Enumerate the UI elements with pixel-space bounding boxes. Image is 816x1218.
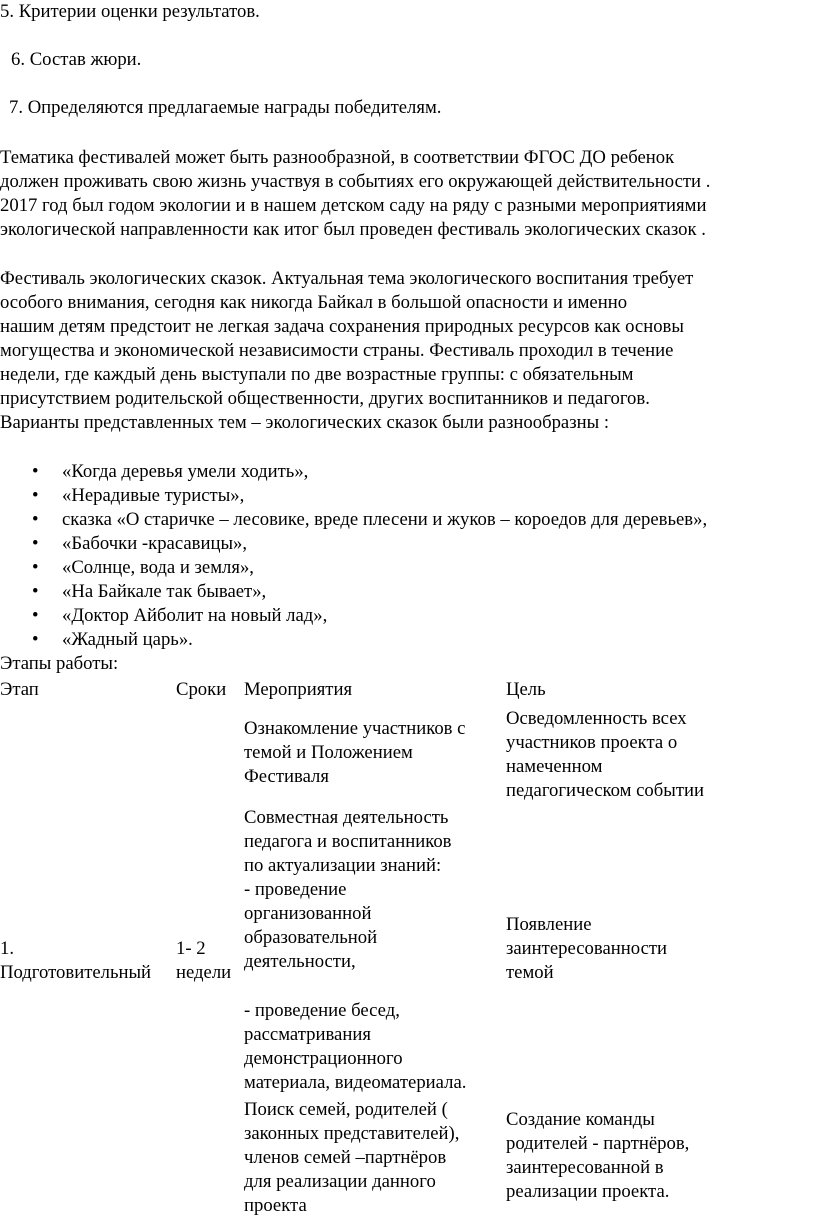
bullet-icon: • xyxy=(32,485,39,506)
goal-line: родителей - партнёров, xyxy=(506,1133,690,1154)
event-line: законных представителей), xyxy=(244,1123,460,1144)
list-item-text: «Бабочки -красавицы», xyxy=(62,533,248,554)
goal-cell xyxy=(506,1108,806,1204)
list-item xyxy=(0,484,707,508)
bullet-icon: • xyxy=(32,629,39,650)
list-item-text: сказка «О старичке – лесовике, вреде плесени и жуков – короедов для деревьев», xyxy=(62,509,708,530)
terms-line: 1- 2 xyxy=(176,938,206,959)
goal-line: Осведомленность всех xyxy=(506,708,687,729)
header-goal: Цель xyxy=(506,679,546,700)
event-line: организованной xyxy=(244,903,372,924)
stages-heading: Этапы работы: xyxy=(0,653,119,674)
list-item-text: «Доктор Айболит на новый лад», xyxy=(62,605,328,626)
paragraph-line: Тематика фестивалей может быть разнообразной, в соответствии ФГОС ДО ребенок xyxy=(0,147,675,168)
stage-number: 1. xyxy=(0,938,15,959)
paragraph-line: Фестиваль экологических сказок. Актуальная тема экологического воспитания требует xyxy=(0,268,694,289)
event-cell xyxy=(244,999,506,1095)
list-item-text: «Когда деревья умели ходить», xyxy=(62,461,309,482)
criteria-item: 5. Критерии оценки результатов. xyxy=(0,1,260,22)
list-item xyxy=(0,580,707,604)
bullet-icon: • xyxy=(32,533,39,554)
event-line: членов семей –партнёров xyxy=(244,1147,447,1168)
event-line: демонстрационного xyxy=(244,1048,403,1069)
awards-item: 7. Определяются предлагаемые награды победителям. xyxy=(9,97,442,118)
event-line: по актуализации знаний: xyxy=(244,855,442,876)
header-stage: Этап xyxy=(0,679,39,700)
event-line: Фестиваля xyxy=(244,766,329,787)
paragraph-line: должен проживать свою жизнь участвуя в событиях его окружающей действительности . xyxy=(0,171,711,192)
event-line: - проведение xyxy=(244,879,347,900)
event-line: для реализации данного xyxy=(244,1171,436,1192)
list-item xyxy=(0,556,707,580)
event-line: рассматривания xyxy=(244,1024,371,1045)
fairy-tale-list xyxy=(0,460,707,652)
terms-line: недели xyxy=(176,962,232,983)
jury-item: 6. Состав жюри. xyxy=(11,49,142,70)
goal-cell xyxy=(506,913,806,985)
header-events: Мероприятия xyxy=(244,679,353,700)
paragraph-line: недели, где каждый день выступали по две возрастные группы: с обязательным xyxy=(0,364,634,385)
list-item xyxy=(0,532,707,556)
paragraph-line: экологической направленности как итог был проведен фестиваль экологических сказок . xyxy=(0,219,706,240)
paragraph-line: присутствием родительской общественности, других воспитанников и педагогов. xyxy=(0,388,650,409)
goal-line: заинтересованной в xyxy=(506,1157,664,1178)
event-line: Совместная деятельность xyxy=(244,807,449,828)
event-line: материала, видеоматериала. xyxy=(244,1072,467,1093)
list-item xyxy=(0,628,707,652)
goal-cell xyxy=(506,707,806,803)
event-line: деятельности, xyxy=(244,951,356,972)
eco-festival-paragraph xyxy=(0,267,812,435)
goal-line: Появление xyxy=(506,914,592,935)
terms-cell xyxy=(176,937,242,985)
list-item-text: «На Байкале так бывает», xyxy=(62,581,267,602)
list-item-text: «Нерадивые туристы», xyxy=(62,485,245,506)
goal-line: Создание команды xyxy=(506,1109,655,1130)
paragraph-line: могущества и экономической независимости страны. Фестиваль проходил в течение xyxy=(0,340,674,361)
event-line: Ознакомление участников с xyxy=(244,718,466,739)
list-item-text: «Солнце, вода и земля», xyxy=(62,557,254,578)
stage-name: Подготовительный xyxy=(0,962,152,983)
bullet-icon: • xyxy=(32,461,39,482)
bullet-icon: • xyxy=(32,581,39,602)
stage-cell xyxy=(0,937,176,985)
list-item xyxy=(0,460,707,484)
event-line: - проведение бесед, xyxy=(244,1000,400,1021)
event-cell xyxy=(244,717,506,789)
festival-themes-paragraph xyxy=(0,146,812,242)
list-item-text: «Жадный царь». xyxy=(62,629,193,650)
event-line: педагога и воспитанников xyxy=(244,831,452,852)
event-line: образовательной xyxy=(244,927,378,948)
paragraph-line: особого внимания, сегодня как никогда Байкал в большой опасности и именно xyxy=(0,292,628,313)
goal-line: участников проекта о xyxy=(506,732,678,753)
header-terms: Сроки xyxy=(176,679,227,700)
event-line: Поиск семей, родителей ( xyxy=(244,1099,448,1120)
goal-line: заинтересованности xyxy=(506,938,668,959)
bullet-icon: • xyxy=(32,557,39,578)
list-item xyxy=(0,604,707,628)
event-cell xyxy=(244,806,506,974)
event-line: темой и Положением xyxy=(244,742,413,763)
paragraph-line: Варианты представленных тем – экологических сказок были разнообразны : xyxy=(0,412,610,433)
event-line: проекта xyxy=(244,1195,307,1216)
goal-line: темой xyxy=(506,962,554,983)
bullet-icon: • xyxy=(32,605,39,626)
goal-line: педагогическом событии xyxy=(506,780,704,801)
paragraph-line: 2017 год был годом экологии и в нашем детском саду на ряду с разными мероприятиями xyxy=(0,195,707,216)
list-item xyxy=(0,508,707,532)
paragraph-line: нашим детям предстоит не легкая задача сохранения природных ресурсов как основы xyxy=(0,316,684,337)
goal-line: реализации проекта. xyxy=(506,1181,670,1202)
event-cell xyxy=(244,1098,506,1218)
goal-line: намеченном xyxy=(506,756,603,777)
bullet-icon: • xyxy=(32,509,39,530)
